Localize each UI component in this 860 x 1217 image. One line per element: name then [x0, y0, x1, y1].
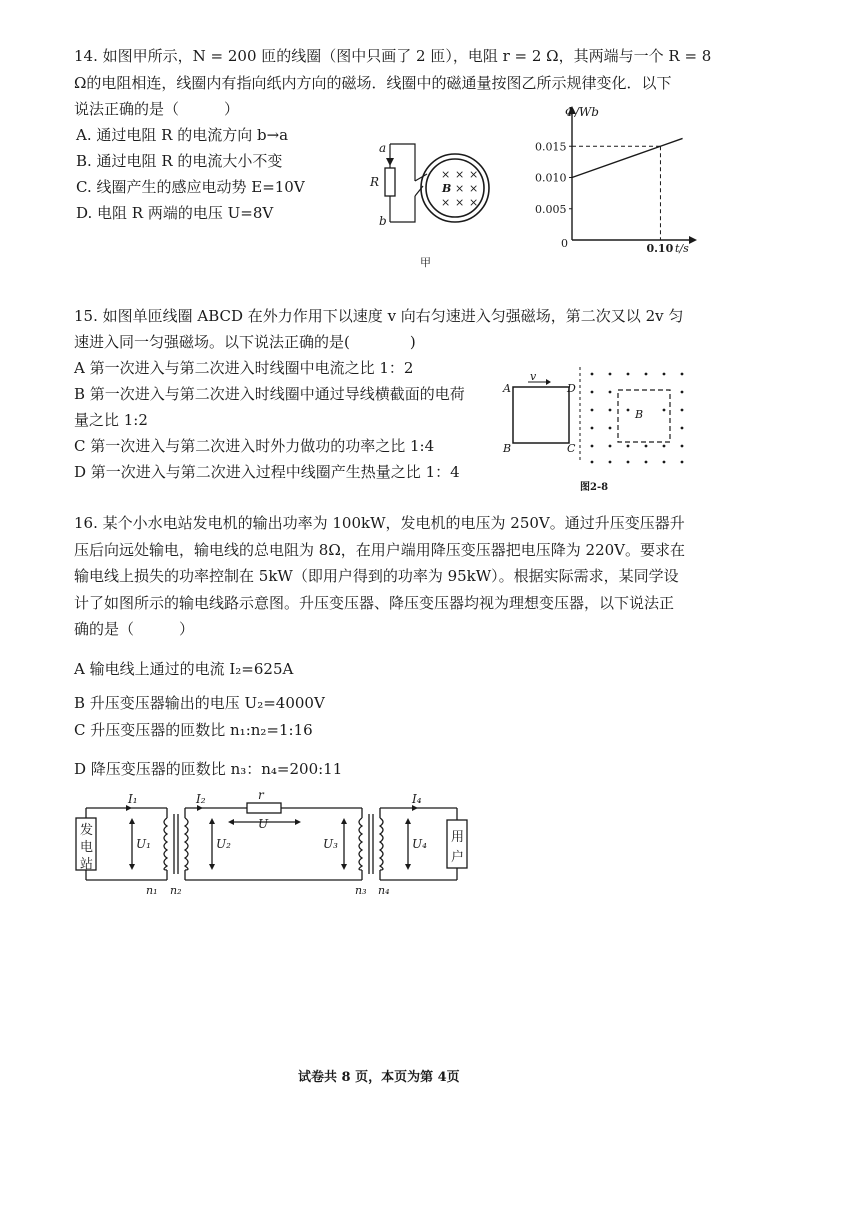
vertex-B: B: [503, 442, 512, 455]
field-dot: [645, 373, 648, 376]
resistor-R: [385, 168, 395, 196]
label-U4: U₄: [412, 837, 427, 851]
q16-stem-line2: 压后向远处输电，输电线的总电阻为 8Ω，在用户端用降压变压器把电压降为 220V。要求在: [74, 541, 685, 559]
y-axis-label: Φ/Wb: [565, 105, 599, 119]
q14-figure-jia: [365, 136, 515, 271]
field-dot: [591, 391, 594, 394]
q15-stem-line1: 15. 如图单匝线圈 ABCD 在外力作用下以速度 v 向右匀速进入匀强磁场，第二次又以 2v 匀: [74, 307, 684, 325]
label-a: a: [379, 141, 387, 155]
page-footer: 试卷共 8 页，本页为第 4页: [298, 1070, 460, 1085]
field-dot: [609, 391, 612, 394]
q16-stem-line4: 计了如图所示的输电线路示意图。升压变压器、降压变压器均视为理想变压器，以下说法正: [74, 594, 675, 612]
q16-stem-line1: 16. 某个小水电站发电机的输出功率为 100kW，发电机的电压为 250V。通过升压变压器升: [74, 514, 685, 532]
svg-text:×: ×: [455, 182, 465, 195]
line-resistor-r: [247, 803, 281, 813]
coil-n2: [185, 818, 188, 870]
label-I4: I₄: [412, 792, 422, 806]
coil-n4: [380, 818, 383, 870]
origin-label: 0: [561, 237, 568, 250]
velocity-label: v: [530, 370, 537, 383]
q16-option-c: C 升压变压器的匝数比 n₁:n₂=1:16: [74, 721, 313, 739]
coil-n3: [359, 818, 362, 870]
y-tick-label: 0.015: [535, 140, 567, 154]
label-I2: I₂: [196, 792, 206, 806]
q14-option-c: C. 线圈产生的感应电动势 E=10V: [76, 178, 305, 196]
svg-text:×: ×: [469, 182, 479, 195]
field-dot: [591, 427, 594, 430]
label-n1: n₁: [146, 884, 158, 897]
station-char-3: 站: [80, 857, 94, 872]
q14-stem-line3: 说法正确的是（ ）: [74, 100, 240, 118]
figure-caption: 图2-8: [580, 482, 609, 493]
svg-text:×: ×: [441, 196, 451, 209]
q16-option-d: D 降压变压器的匝数比 n₃：n₄=200:11: [74, 760, 343, 778]
label-U: U: [258, 817, 269, 831]
q16-option-a: A 输电线上通过的电流 I₂=625A: [74, 660, 294, 678]
label-B: B: [442, 182, 452, 195]
coil-abcd: [513, 387, 569, 443]
y-tick-label: 0.005: [535, 202, 567, 216]
field-dot: [591, 461, 594, 464]
label-n2: n₂: [170, 884, 182, 897]
q16-stem-line3: 输电线上损失的功率控制在 5kW（即用户得到的功率为 95kW）。根据实际需求，某同学设: [74, 567, 679, 585]
field-dot: [663, 461, 666, 464]
svg-text:×: ×: [469, 196, 479, 209]
q15-option-c: C 第一次进入与第二次进入时外力做功的功率之比 1:4: [74, 437, 435, 455]
field-dot: [681, 461, 684, 464]
q14-option-a: A. 通过电阻 R 的电流方向 b→a: [76, 126, 289, 144]
svg-text:×: ×: [441, 168, 451, 181]
label-r: r: [258, 788, 264, 802]
q16-option-b: B 升压变压器输出的电压 U₂=4000V: [74, 694, 325, 712]
q15-option-b-cont: 量之比 1:2: [74, 411, 148, 429]
field-dot: [663, 445, 666, 448]
field-dot: [609, 373, 612, 376]
field-dot: [645, 461, 648, 464]
q14-stem-line1: 14. 如图甲所示，N = 200 匝的线圈（图中只画了 2 匝），电阻 r = 2 Ω，其两端与一个 R = 8: [74, 47, 712, 65]
q15-option-b: B 第一次进入与第二次进入时线圈中通过导线横截面的电荷: [74, 385, 465, 403]
label-b: b: [379, 214, 387, 228]
q15-option-d: D 第一次进入与第二次进入过程中线圈产生热量之比 1：4: [74, 463, 460, 481]
x-tick-label: 0.10: [646, 242, 674, 255]
x-axis-label: t/s: [675, 242, 689, 255]
q14-option-d: D. 电阻 R 两端的电压 U=8V: [76, 204, 274, 222]
label-n3: n₃: [355, 884, 367, 897]
q14-flux-chart: [525, 100, 705, 260]
label-n4: n₄: [378, 884, 390, 897]
q15-stem-line2: 速进入同一匀强磁场。以下说法正确的是( ): [74, 333, 416, 351]
vertex-A: A: [503, 382, 511, 395]
label-U1: U₁: [136, 837, 151, 851]
flux-series-line: [572, 138, 683, 177]
field-dot: [627, 461, 630, 464]
user-char-2: 户: [451, 850, 465, 865]
vertex-C: C: [567, 442, 576, 455]
y-tick-label: 0.010: [535, 171, 567, 185]
field-dot: [645, 445, 648, 448]
field-dot: [681, 391, 684, 394]
q15-figure: [500, 362, 700, 497]
field-dot: [663, 373, 666, 376]
field-dot: [627, 373, 630, 376]
svg-text:×: ×: [455, 168, 465, 181]
dashed-region: [618, 390, 670, 442]
field-dot: [591, 373, 594, 376]
q14-option-b: B. 通过电阻 R 的电流大小不变: [76, 152, 283, 170]
station-char-1: 发: [80, 823, 94, 838]
q16-circuit: [72, 788, 482, 898]
vertex-D: D: [567, 382, 576, 395]
station-char-2: 电: [80, 840, 94, 855]
field-dot: [627, 409, 630, 412]
field-dot: [663, 409, 666, 412]
field-dot: [609, 427, 612, 430]
field-dot: [609, 445, 612, 448]
field-dot: [591, 409, 594, 412]
coil-n1: [164, 818, 167, 870]
caption-jia: 甲: [420, 256, 431, 269]
label-I1: I₁: [128, 792, 138, 806]
label-U3: U₃: [323, 837, 338, 851]
q16-stem-line5: 确的是（ ）: [74, 620, 195, 638]
user-char-1: 用: [451, 830, 465, 845]
field-dot: [591, 445, 594, 448]
field-dot: [681, 373, 684, 376]
label-U2: U₂: [216, 837, 231, 851]
svg-text:×: ×: [469, 168, 479, 181]
field-dot: [681, 445, 684, 448]
field-label: B: [635, 408, 644, 421]
label-R: R: [370, 175, 380, 189]
field-dot: [681, 427, 684, 430]
field-dot: [609, 461, 612, 464]
q14-stem-line2: Ω的电阻相连，线圈内有指向纸内方向的磁场．线圈中的磁通量按图乙所示规律变化．以下: [74, 74, 672, 92]
svg-text:×: ×: [455, 196, 465, 209]
q15-option-a: A 第一次进入与第二次进入时线圈中电流之比 1：2: [74, 359, 414, 377]
field-dot: [609, 409, 612, 412]
field-dot: [681, 409, 684, 412]
field-dot: [627, 445, 630, 448]
